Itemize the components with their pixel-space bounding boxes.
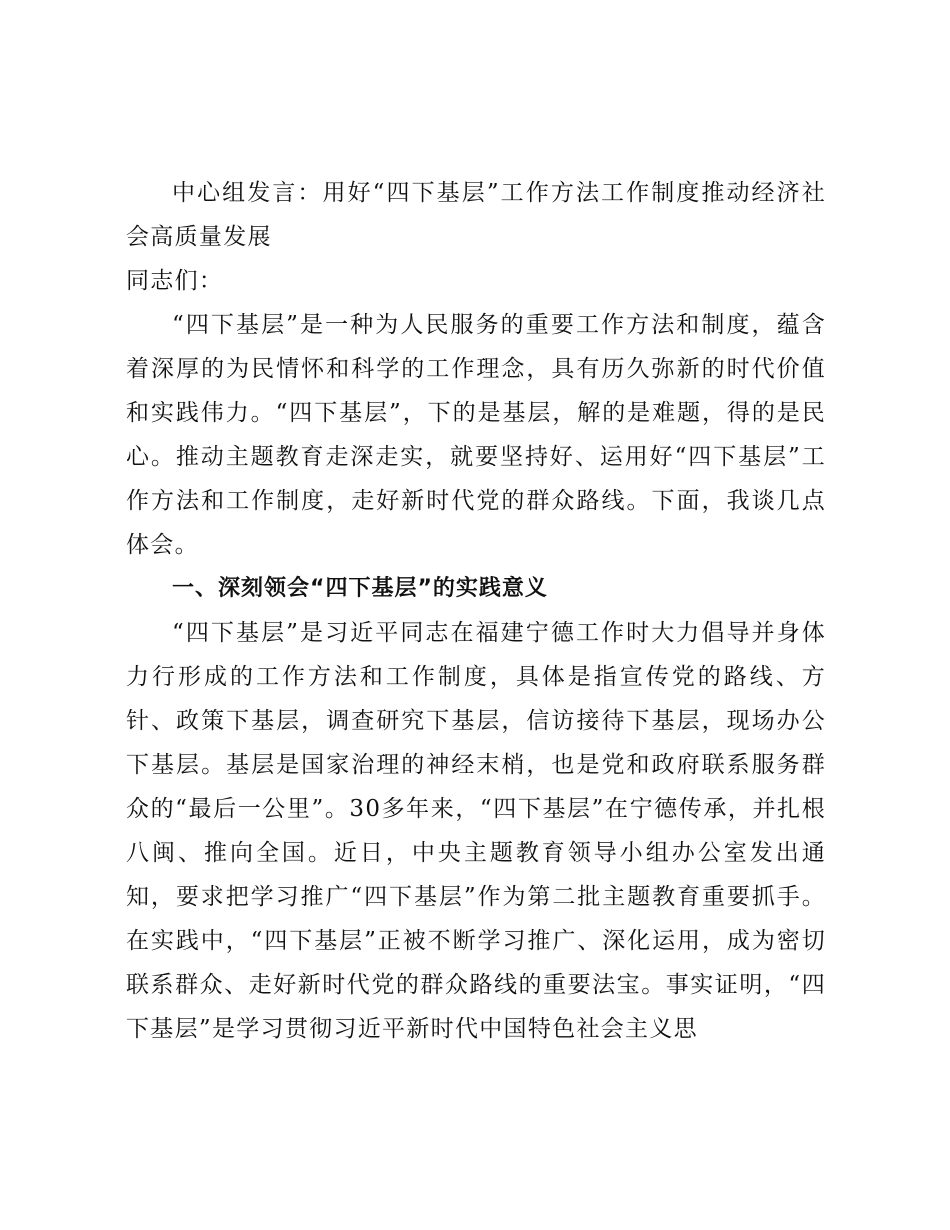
intro-paragraph: “四下基层”是一种为人民服务的重要工作方法和制度，蕴含着深厚的为民情怀和科学的工作理念，具有历久弥新的时代价值和实践伟力。“四下基层”，下的是基层，解的是难题，得的是民心。推动主题教育走深走实，就要坚持好、运用好“四下基层”工作方法和工作制度，走好新时代党的群众路线。下面，我谈几点体会。	[126, 312, 826, 558]
document-body	[126, 171, 826, 1051]
section-paragraph: “四下基层”是习近平同志在福建宁德工作时大力倡导并身体力行形成的工作方法和工作制度，具体是指宣传党的路线、方针、政策下基层，调查研究下基层，信访接待下基层，现场办公下基层。基层是国家治理的神经末梢，也是党和政府联系服务群众的“最后一公里”。30多年来，“四下基层”在宁德传承，并扎根八闽、推向全国。近日，中央主题教育领导小组办公室发出通知，要求把学习推广“四下基层”作为第二批主题教育重要抓手。在实践中，“四下基层”正被不断学习推广、深化运用，成为密切联系群众、走好新时代党的群众路线的重要法宝。事实证明，“四下基层”是学习贯彻习近平新时代中国特色社会主义思	[126, 620, 826, 1042]
document-title: 中心组发言：用好“四下基层”工作方法工作制度推动经济社会高质量发展	[126, 180, 826, 250]
section-heading: 一、深刻领会“四下基层”的实践意义	[172, 576, 548, 601]
salutation: 同志们：	[126, 268, 224, 294]
